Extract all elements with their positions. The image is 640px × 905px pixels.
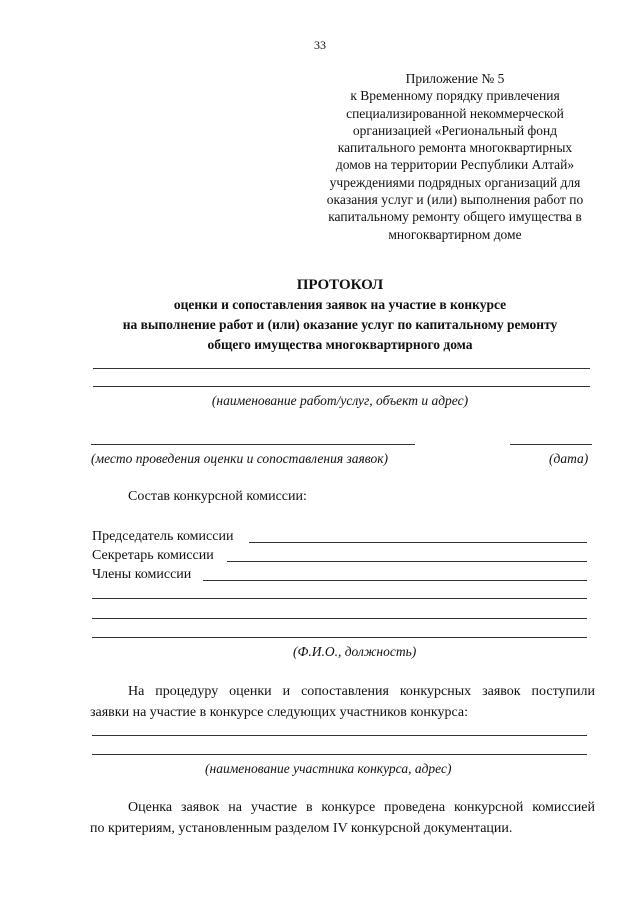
chairman-label: Председатель комиссии [92,529,234,544]
annex-line: Приложение № 5 [405,71,505,86]
annex-line: капитальному ремонту общего имущества в [328,209,582,225]
evaluation-paragraph [90,797,595,839]
annex-line: оказания услуг и (или) выполнения работ по [326,192,584,208]
annex-line: специализированной некоммерческой [346,105,564,121]
annex-line: к Временному порядку привлечения [350,88,560,104]
protocol-subtitle-line1: оценки и сопоставления заявок на участие в конкурсе [173,297,507,312]
date-blank-line[interactable] [510,444,592,445]
place-blank-line[interactable] [91,444,415,445]
annex-line: учреждениями подрядных организаций для [329,174,581,190]
annex-line: организацией «Региональный фонд [352,122,558,138]
participants-paragraph-line2: заявки на участие в конкурсе следующих участников конкурса: [90,705,469,720]
participants-paragraph-line1: На процедуру оценки и сопоставления конкурсных заявок поступили [128,684,595,699]
works-blank-line-2[interactable] [93,386,590,387]
place-caption: (место проведения оценки и сопоставления заявок) [91,451,388,466]
annex-header [290,70,620,243]
commission-heading: Состав конкурсной комиссии: [128,489,307,504]
secretary-blank-line[interactable] [227,561,587,562]
protocol-subtitle-line3: общего имущества многоквартирного дома [207,337,473,352]
members-blank-line-2[interactable] [92,598,587,599]
participants-blank-line-2[interactable] [92,754,587,755]
members-blank-line[interactable] [203,580,587,581]
chairman-blank-line[interactable] [249,542,587,543]
participants-paragraph [90,681,595,723]
members-blank-line-4[interactable] [92,637,587,638]
works-caption: (наименование работ/услуг, объект и адрес) [211,393,469,408]
members-blank-line-3[interactable] [92,618,587,619]
protocol-heading: ПРОТОКОЛ [296,277,384,293]
evaluation-paragraph-line1: Оценка заявок на участие в конкурсе проведена конкурсной комиссией [128,800,595,815]
page-number: 33 [314,38,326,52]
annex-line: домов на территории Республики Алтай» [335,157,575,173]
date-caption: (дата) [549,451,589,466]
annex-line: многоквартирном доме [388,226,522,242]
members-label: Члены комиссии [92,567,192,582]
evaluation-paragraph-line2: по критериям, установленным разделом IV конкурсной документации. [90,821,513,836]
participants-blank-line-1[interactable] [92,735,587,736]
protocol-subtitle-line2: на выполнение работ и (или) оказание услуг по капитальному ремонту [122,317,558,332]
works-blank-line-1[interactable] [93,368,590,369]
participant-caption: (наименование участника конкурса, адрес) [205,761,452,776]
fio-caption: (Ф.И.О., должность) [293,644,417,659]
secretary-label: Секретарь комиссии [92,548,214,563]
annex-line: капитального ремонта многоквартирных [337,140,573,156]
